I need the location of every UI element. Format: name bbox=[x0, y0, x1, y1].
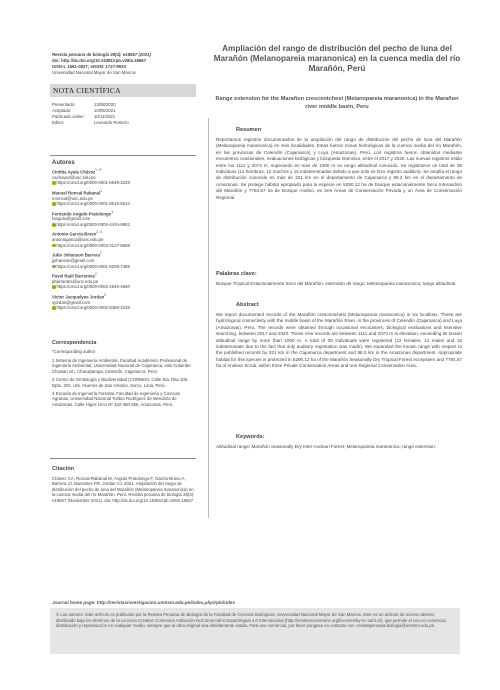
author-email[interactable]: vjordan@gmail.com bbox=[52, 299, 91, 305]
author-entry bbox=[52, 230, 197, 248]
authors-list bbox=[52, 168, 197, 314]
author-email[interactable]: cachavez@unc.edu.pe bbox=[52, 174, 96, 180]
abstract-text: We report documented records of the Marañón crescentchest (Melanopareia maranonica) in six localities. These are hydrological connectivity with the middle basin of the Marañón River, in the provinces of Celendín (Cajamarca) and Luya (Amazonas), Peru. The records were obtained through occasional encounters, biological evaluations and intensive searching, between 2017 and 2020. These new records are between 1111 and 2074 m in elevation, exceeding its known altitudinal range by more than 1000 m. A total of 39 individuals were registered (12 females, 12 males and 15 indeterminate due to the fact that only auditory registration was made). We expanded the known range with respect to the published records by 321 km in the Cajamarca department and 98.2 km in the Amazonas department. Appropriate habitat for this species is protected in 5290.12 ha of the Marañón Seasonally Dry Tropical Forest ecosystem and 7784.57 ha of Andean Scrub, within three Private Conservation Areas and one Regional Conservation Area. bbox=[216, 312, 462, 369]
divider bbox=[50, 155, 196, 156]
section-label: NOTA CIENTÍFICA bbox=[50, 84, 196, 97]
palabras-clave-text: Bosque Tropical Estacionalmente Seco del Marañón; extensión de rango; Melanopareia maranonica; rango altitudinal. bbox=[216, 281, 457, 286]
author-name: Cinthia Ayala Chávez bbox=[52, 169, 96, 175]
author-entry bbox=[52, 272, 197, 290]
affiliation-item: 1 Sistema de Ingeniería Ambiental, Facultad Académico Profesional de Ingeniería Ambiental, Universidad Nacional de Cajamarca, sitio Colambe. Chuisan s/n, Chacapampa, Celendín, Cajamarca, Perú. bbox=[52, 358, 192, 374]
author-entry bbox=[52, 293, 197, 311]
journal-homepage-link[interactable]: Journal home page: http://revistasinvestigacion.unmsm.edu.pe/index.php/rpb/index bbox=[52, 600, 236, 605]
keywords-heading: Keywords: bbox=[236, 434, 265, 440]
journal-line-1: Revista peruana de biología 28(4): e18567 (2021) bbox=[52, 52, 151, 57]
author-orcid-link[interactable]: https://orcid.org/0000-0001-9259-7486 bbox=[56, 263, 130, 269]
author-email[interactable]: fangulo@gmail.com bbox=[52, 216, 91, 222]
article-title-en: Range extension for the Marañon crescentchest (Melanopareia maranonica) in the Marañon river middle basin, Peru bbox=[215, 96, 459, 110]
author-affiliation-marker: 1 bbox=[100, 188, 103, 193]
author-email[interactable]: pbarrantes@unc.edu.pe bbox=[52, 278, 99, 284]
author-entry bbox=[52, 251, 197, 269]
abstract-heading: Abstract bbox=[236, 302, 259, 308]
author-orcid-link[interactable]: https://orcid.org/0000-0002-8488-3238 bbox=[56, 305, 130, 311]
journal-doi[interactable]: doi: http://dx.doi.org/10.15381/rpb.v28i4.18567 bbox=[52, 58, 147, 63]
keywords-text: Altitudinal range; Marañón Seasonally Dry Inter-Andean Forest; Melanopareia maranonica; range extension. bbox=[216, 444, 437, 449]
author-name: Victor Jacquelyne Jordan bbox=[52, 294, 105, 300]
author-entry bbox=[52, 189, 197, 207]
citation-heading: Citación bbox=[52, 466, 75, 472]
column-divider bbox=[208, 118, 209, 518]
date-value: Leonardo Romero bbox=[94, 120, 129, 125]
orcid-icon bbox=[52, 306, 56, 310]
palabras-clave-heading: Palabras clave: bbox=[216, 271, 257, 277]
author-name: Julio Johanson Barrera bbox=[52, 252, 100, 258]
author-orcid-link[interactable]: https://orcid.org/0000-0002-4434-9952 bbox=[56, 221, 130, 227]
orcid-icon bbox=[52, 244, 56, 248]
affiliation-item: 2 Centro de Ornitología y Biodiversidad (CORBIDI). Calle Sta. Rita 105, Dpto. 202, Urb. Huertos de San Antonio, Surco, Lima, Perú. bbox=[52, 377, 189, 388]
affiliations-list bbox=[52, 358, 197, 410]
author-email[interactable]: antoniogarcia@unc.edu.pe bbox=[52, 237, 104, 243]
date-value: 10/05/2021 bbox=[94, 108, 116, 113]
author-name: Pavel Raúl Barrantes bbox=[52, 273, 95, 279]
license-text: © Los autores. Este artículo es publicado por la Revista Peruana de Biología de la Facultad de Ciencias Biológicas, Universidad Nacional Mayor de San Marcos. Este es un artículo de acceso abierto, distribuido bajo los términos de la Licencia Creative Commons Atribución-NoComercial-CompartirIgual 4.0 Internacional (http://creativecommons.org/licenses/by-nc-sa/4.0/), que permite el uso no comercial, distribución y reproducción en cualquier medio, siempre que la obra original sea debidamente citada. Para uso comercial, por favor póngase en contacto con: revistaperuana.biologia@unmsm.edu.pe. bbox=[56, 612, 447, 629]
correspondence-heading: Correspondencia bbox=[52, 340, 97, 346]
orcid-icon bbox=[52, 181, 56, 185]
author-affiliation-marker: 2 bbox=[95, 272, 97, 277]
orcid-icon bbox=[52, 285, 56, 289]
author-entry bbox=[52, 168, 197, 186]
date-row bbox=[52, 120, 197, 126]
authors-heading: Autores bbox=[52, 160, 75, 166]
date-label: Aceptado: bbox=[52, 108, 72, 113]
orcid-icon bbox=[52, 265, 56, 269]
author-name: Fernando Angulo Pratolongo bbox=[52, 211, 112, 217]
author-affiliation-marker: 2, 4 bbox=[96, 230, 102, 235]
date-value: 13/08/2020 bbox=[94, 102, 116, 107]
author-entry bbox=[52, 210, 197, 228]
author-name: Antonio García-Bravo bbox=[52, 231, 97, 237]
article-title-es: Ampliación del rango de distribución del pecho de luna del Marañón (Melanopareia maranonica) en la cuenca media del río Marañón, Perú bbox=[213, 44, 461, 73]
author-orcid-link[interactable]: https://orcid.org/0000-0003-3127-6658 bbox=[56, 242, 130, 248]
orcid-icon bbox=[52, 202, 56, 206]
orcid-icon bbox=[52, 223, 56, 227]
journal-issn: ISSN-L 1561-0837; eISSN: 1727-9933 bbox=[52, 64, 126, 69]
date-label: Publicado online: bbox=[52, 114, 85, 119]
affiliation-item: 3 Escuela de Ingeniería Forestal, Facultad de Ingeniería y Ciencias Agrarias, Universidad Nacional Toribio Rodríguez de Mendoza de Amazonas. Calle Higos Urco Nº 342-350-356, Amazonas, Perú. bbox=[52, 391, 181, 407]
author-orcid-link[interactable]: https://orcid.org/0000-0001-6649-3228 bbox=[56, 180, 130, 186]
journal-info bbox=[52, 52, 197, 76]
journal-university: Universidad Nacional Mayor de San Marcos bbox=[52, 70, 136, 75]
author-email[interactable]: mroncal@unc.edu.pe bbox=[52, 195, 93, 201]
resumen-text: Reportamos registros documentados de la ampliación del rango de distribución del pecho de luna del Marañón (Melanopareia maranonica) en seis localidades. Estas fueron zonas hidrológicas de la cuenca media del río Marañón, en las provincias de Celendín (Cajamarca) y Luya (Amazonas), Perú. Los registros fueron obtenidos mediante encuentros ocasionales, evaluaciones biológicas y búsqueda intensiva, entre el 2017 y 2020. Las nuevas registros están entre los 1111 y 2074 m, superando en más de 1000 m su rango altitudinal conocido. Se registraron un total de 39 individuos (12 hembras, 12 machos y 15 indeterminados debido a que solo se hizo registro auditivo). Se amplía el rango de distribución conocido en más de 321 km en el departamento de Cajamarca y 98.2 km en el departamento de Amazonas. Se protege hábitat apropiado para la especie en 5290.12 ha de bosque estacionalmente Seco Interandino del Marañón y 7784.57 ha de Bosque Andino, en tres Áreas de Conservación Privada y un Área de Conservación Regional. bbox=[216, 137, 462, 200]
citation-text: Chávez CA, Roncal-Rabanal M, Angulo Pratolongo F, García-Bravo A, Barrera JJ, Barrantes PR, Jordan VJ. 2021. Ampliación del rango de distribución del pecho de luna del Marañón (Melanopareia maranonica) en la cuenca media del río Marañón, Perú. Revista peruana de biología 28(4): e18567 (Noviembre 2021). doi: http://dx.doi.org/10.15381/rpb.v28i4.18567 bbox=[52, 476, 195, 503]
corresponding-author-note: *Corresponding author bbox=[52, 349, 96, 354]
author-affiliation-marker: 3 bbox=[111, 209, 114, 214]
author-orcid-link[interactable]: https://orcid.org/0000-0002-1945-4560 bbox=[56, 284, 130, 290]
author-affiliation-marker: 1, 2* bbox=[95, 168, 102, 172]
date-label: Presentado: bbox=[52, 102, 76, 107]
author-orcid-link[interactable]: https://orcid.org/0000-0001-8619-5544 bbox=[56, 201, 130, 207]
author-email[interactable]: jjohanson@gmail.com bbox=[52, 258, 95, 264]
author-name: Manuel Roncal Rabanal bbox=[52, 190, 101, 196]
date-label: Editor: bbox=[52, 120, 65, 125]
dates-table bbox=[52, 102, 197, 126]
divider bbox=[50, 458, 196, 459]
resumen-heading: Resumen bbox=[236, 127, 262, 133]
date-value: 10/11/2021 bbox=[94, 114, 116, 119]
author-affiliation-marker: 2 bbox=[104, 292, 107, 297]
author-affiliation-marker: 2 bbox=[100, 251, 102, 256]
